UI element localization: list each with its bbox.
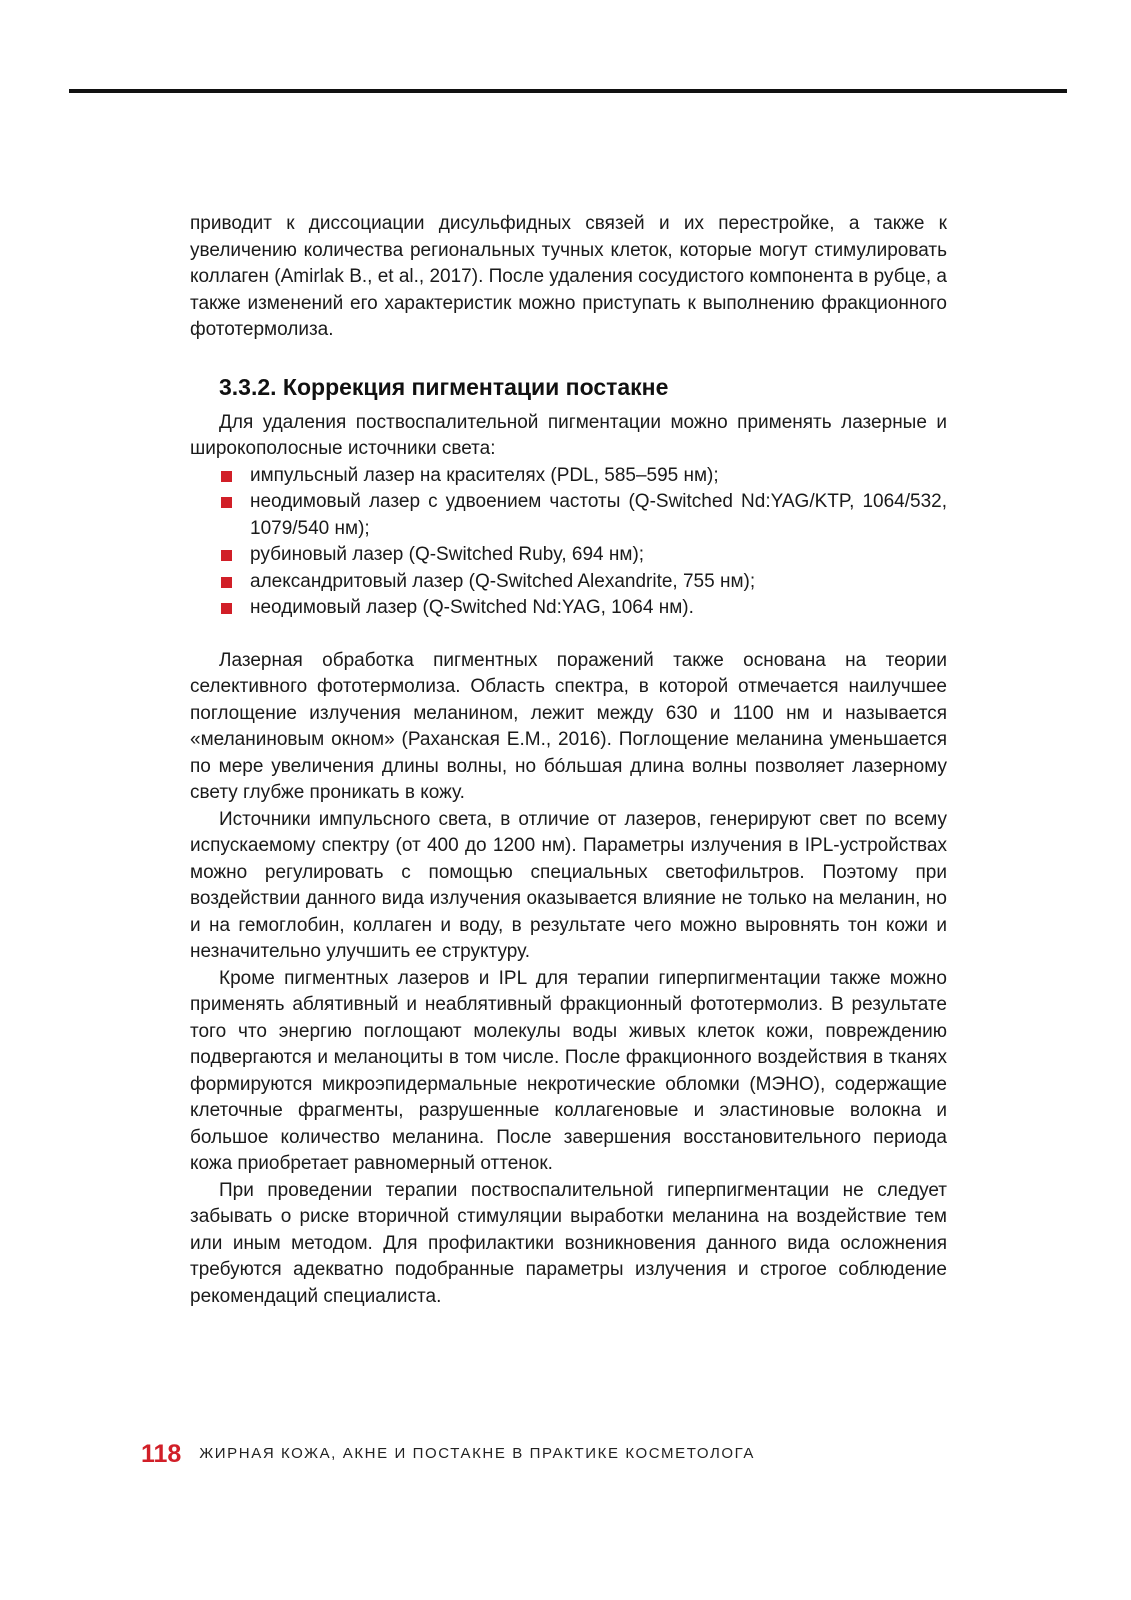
square-bullet-icon [221,471,232,482]
square-bullet-icon [221,577,232,588]
spacer [190,622,947,648]
page-number: 118 [141,1440,182,1468]
list-item-text: александритовый лазер (Q-Switched Alexandrite, 755 нм); [250,570,756,592]
list-item [219,595,947,622]
section-heading: 3.3.2. Коррекция пигментации постакне [219,373,669,400]
list-item [219,463,947,490]
square-bullet-icon [221,550,232,561]
page-footer [141,1442,755,1466]
header-rule [69,89,1067,93]
page-body [190,211,947,1310]
paragraph-laser-treatment: Лазерная обработка пигментных поражений также основана на теории селективного фототермолиза. Область спектра, в которой отмечается наилучшее поглощение излучения меланином, лежит между 630 и 1100 нм и называется «меланиновым окном» (Раханская Е.М., 2016). Поглощение меланина уменьшается по мере увеличения длины волны, но бóльшая длина волны позволяет лазерному свету глубже проникать в кожу. [190,649,947,803]
paragraph-fractional: Кроме пигментных лазеров и IPL для терапии гиперпигментации также можно применять аблятивный и неаблятивный фракционный фототермолиз. В результате того что энергию поглощают молекулы воды живых клеток кожи, повреждению подвергаются и меланоциты в том числе. После фракционного воздействия в тканях формируются микроэпидермальные некротические обломки (МЭНО), содержащие клеточные фрагменты, разрушенные коллагеновые и эластиновые волокна и большое количество меланина. После завершения восстановительного периода кожа приобретает равномерный оттенок. [190,967,947,1174]
paragraph-intro: приводит к диссоциации дисульфидных связей и их перестройке, а также к увеличению количества региональных тучных клеток, которые могут стимулировать коллаген (Amirlak B., et al., 2017). После удаления сосудистого компонента в рубце, а также изменений его характеристик можно приступать к выполнению фракционного фототермолиза. [190,213,947,340]
square-bullet-icon [221,497,232,508]
list-item-text: импульсный лазер на красителях (PDL, 585–595 нм); [250,464,719,486]
list-item [219,569,947,596]
paragraph-lead: Для удаления поствоспалительной пигментации можно применять лазерные и широкополосные источники света: [190,411,947,459]
list-item-text: рубиновый лазер (Q-Switched Ruby, 694 нм); [250,544,645,565]
square-bullet-icon [221,603,232,614]
running-title: ЖИРНАЯ КОЖА, АКНЕ И ПОСТАКНЕ В ПРАКТИКЕ КОСМЕТОЛОГА [199,1445,755,1462]
list-item [219,542,947,569]
list-item-text: неодимовый лазер (Q-Switched Nd:YAG, 1064 нм). [250,597,694,618]
laser-list [219,463,947,622]
list-item-text: неодимовый лазер с удвоением частоты (Q-Switched Nd:YAG/KTP, 1064/532, 1079/540 нм); [250,491,947,539]
list-item [219,489,947,542]
paragraph-precautions: При проведении терапии поствоспалительной гиперпигментации не следует забывать о риске вторичной стимуляции выработки меланина на воздействие тем или иным методом. Для профилактики возникновения данного вида осложнения требуются адекватно подобранные параметры излучения и строгое соблюдение рекомендаций специалиста. [190,1179,947,1307]
paragraph-ipl: Источники импульсного света, в отличие от лазеров, генерируют свет по всему испускаемому спектру (от 400 до 1200 нм). Параметры излучения в IPL-устройствах можно регулировать с помощью специальных светофильтров. Поэтому при воздействии данного вида излучения оказывается влияние не только на меланин, но и на гемоглобин, коллаген и воду, в результате чего можно выровнять тон кожи и незначительно улучшить ее структуру. [190,808,947,962]
